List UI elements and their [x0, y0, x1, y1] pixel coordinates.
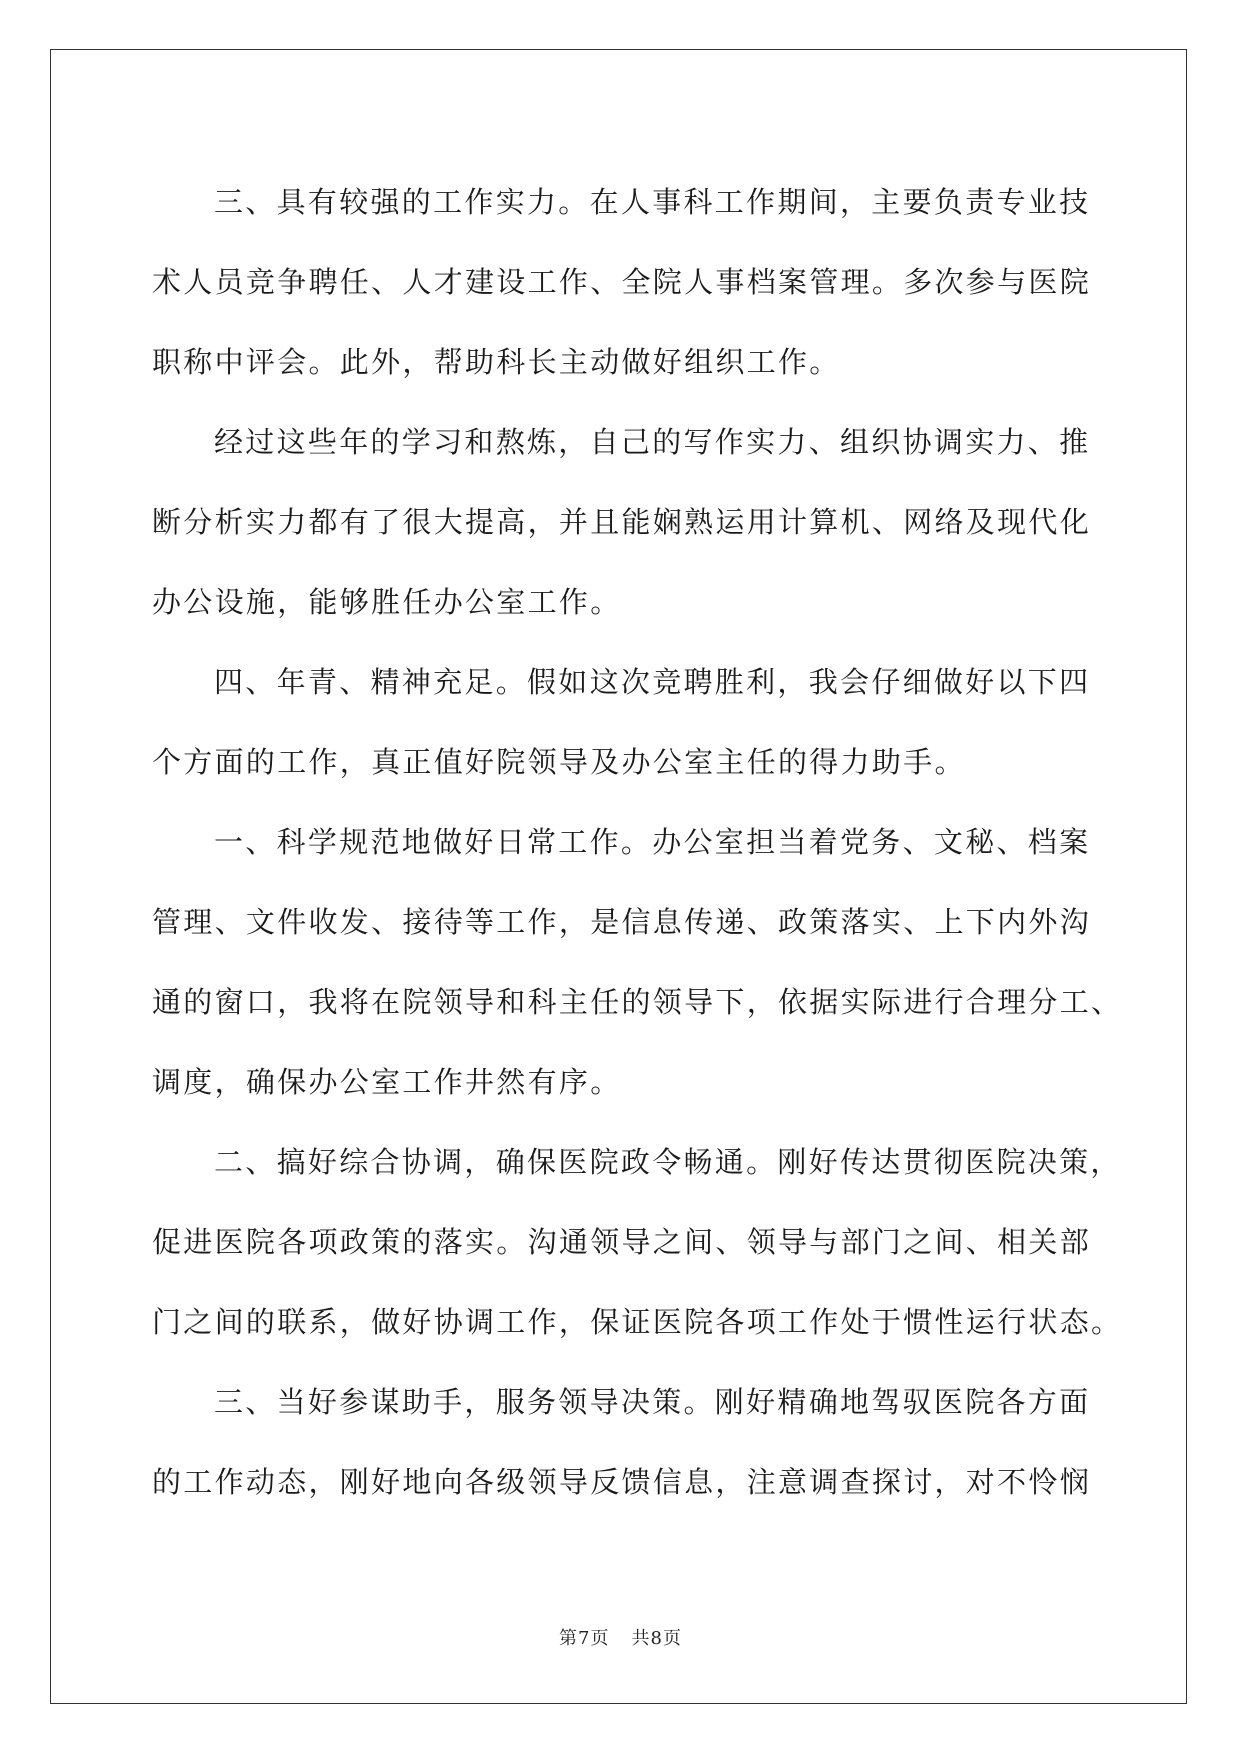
text-line: 的工作动态，刚好地向各级领导反馈信息，注意调查探讨，对不怜悯	[152, 1465, 1092, 1499]
text-line: 管理、文件收发、接待等工作，是信息传递、政策落实、上下内外沟	[152, 905, 1092, 939]
text-line: 促进医院各项政策的落实。沟通领导之间、领导与部门之间、相关部	[152, 1225, 1092, 1259]
text-line: 办公设施，能够胜任办公室工作。	[152, 585, 622, 619]
text-line: 一、科学规范地做好日常工作。办公室担当着党务、文秘、档案	[214, 825, 1091, 859]
text-line: 门之间的联系，做好协调工作，保证医院各项工作处于惯性运行状态。	[152, 1305, 1123, 1339]
text-line: 经过这些年的学习和熬炼，自己的写作实力、组织协调实力、推	[214, 425, 1091, 459]
total-page-count: 共8页	[631, 1628, 682, 1649]
paragraph-3	[152, 642, 1091, 802]
paragraph-2	[152, 402, 1092, 642]
text-line: 术人员竞争聘任、人才建设工作、全院人事档案管理。多次参与医院	[152, 265, 1092, 299]
page-footer	[0, 1624, 1241, 1650]
text-line: 四、年青、精神充足。假如这次竞聘胜利，我会仔细做好以下四	[214, 665, 1091, 699]
text-line: 调度，确保办公室工作井然有序。	[152, 1065, 622, 1099]
paragraph-6	[152, 1362, 1092, 1522]
text-line: 三、具有较强的工作实力。在人事科工作期间，主要负责专业技	[214, 185, 1091, 219]
text-line: 断分析实力都有了很大提高，并且能娴熟运用计算机、网络及现代化	[152, 505, 1092, 539]
paragraph-5	[152, 1122, 1123, 1362]
paragraph-1	[152, 162, 1092, 402]
paragraph-4	[152, 802, 1123, 1122]
text-line: 通的窗口，我将在院领导和科主任的领导下，依据实际进行合理分工、	[152, 985, 1123, 1019]
text-line: 职称中评会。此外，帮助科长主动做好组织工作。	[152, 345, 841, 379]
text-line: 二、搞好综合协调，确保医院政令畅通。刚好传达贯彻医院决策，	[214, 1145, 1122, 1179]
current-page-number: 第7页	[559, 1628, 610, 1649]
text-line: 个方面的工作，真正值好院领导及办公室主任的得力助手。	[152, 745, 966, 779]
text-line: 三、当好参谋助手，服务领导决策。刚好精确地驾驭医院各方面	[214, 1385, 1091, 1419]
document-body	[152, 162, 1123, 1522]
